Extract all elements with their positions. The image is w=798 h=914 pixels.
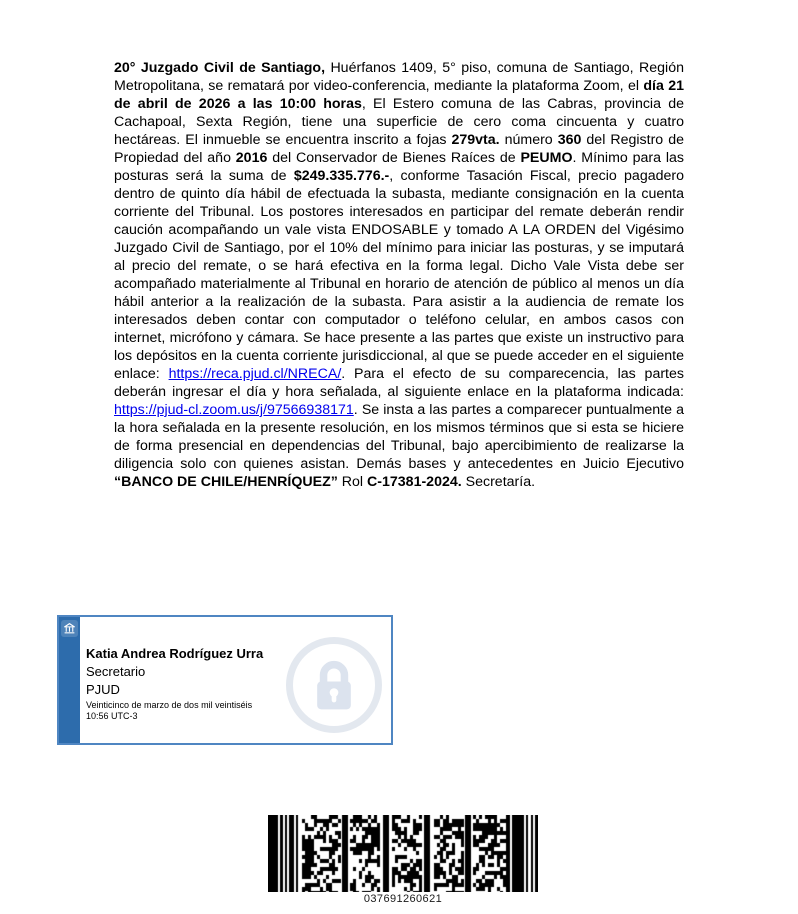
digital-signature-stamp [57,615,393,745]
signature-time: 10:56 UTC-3 [86,711,138,721]
barcode-number: 037691260621 [363,893,443,905]
body-text: . Se insta a las partes a comparecer puntualmente a la hora señalada en la presente resolución, en los mismos términos que si esta se hiciere de forma presencial en dependencias del Tribunal, bajo apercibimiento de realizarse la diligencia solo con quienes asistan. Demás bases y antecedentes en Juicio Ejecutivo [114,402,684,472]
conservador-name: PEUMO [520,150,573,166]
body-text: del Registro de Propiedad del año [114,132,684,166]
resolution-paragraph [114,59,684,491]
body-text: . Para el efecto de su comparecencia, las partes deberán ingresar el día y hora señalada, al siguiente enlace en la plataforma indicada: [114,366,684,400]
registry-year: 2016 [235,150,268,166]
link-reca-pjud[interactable]: https://reca.pjud.cl/NRECA/ [168,366,342,382]
signature-date: Veinticinco de marzo de dos mil veintiséis [86,700,253,710]
registry-number: 360 [557,132,582,148]
signer-role: Secretario [86,664,146,679]
courthouse-icon [61,620,78,637]
auction-datetime: día 21 de abril de 2026 a las 10:00 horas [114,78,684,112]
body-text: , conforme Tasación Fiscal, precio pagadero dentro de quinto día hábil de efectuada la subasta, mediante consignación en la cuenta corriente del Tribunal. Los postores interesados en participar del remate deberán rendir caución acompañando un vale vista ENDOSABLE y tomado A LA ORDEN del Vigésimo Juzgado Civil de Santiago, por el 10% del mínimo para iniciar las posturas, y se imputará al precio del remate, o se hará efectiva en la forma legal. Dicho Vale Vista debe ser acompañado materialmente al Tribunal en horario de atención de público al menos un día hábil anterior a la realización de la subasta. Para asistir a la audiencia de remate los interesados deben contar con computador o teléfono celular, en ambos casos con internet, micrófono y cámara. Se hace presente a las partes que existe un instructivo para los depósitos en la cuenta corriente jurisdiccional, al que se puede acceder en el siguiente enlace: [114,168,684,382]
body-text: número [499,132,558,148]
case-name: “BANCO DE CHILE/HENRÍQUEZ” [114,474,338,490]
signer-org: PJUD [86,682,120,697]
signer-name: Katia Andrea Rodríguez Urra [86,646,264,661]
lock-seal [286,637,382,733]
court-name: 20° Juzgado Civil de Santiago, [114,60,331,76]
body-text: Secretaría. [461,474,536,490]
minimum-amount: $249.335.776.- [293,168,390,184]
body-text: . Mínimo para las posturas será la suma de [114,150,684,184]
signature-accent-bar [59,617,80,743]
body-text: , El Estero comuna de las Cabras, provincia de Cachapoal, Sexta Región, tiene una superficie de cero coma cincuenta y cuatro hectáreas. El inmueble se encuentra inscrito a fojas [114,96,684,148]
lock-icon [305,655,363,715]
link-zoom-meeting[interactable]: https://pjud-cl.zoom.us/j/97566938171 [114,402,354,418]
body-text: del Conservador de Bienes Raíces de [267,150,521,166]
body-text: Huérfanos 1409, 5° piso, comuna de Santiago, Región Metropolitana, se rematará por video-conferencia, mediante la plataforma Zoom, el [114,60,684,94]
barcode [268,815,538,892]
body-text: Rol [337,474,368,490]
case-rol: C-17381-2024. [367,474,462,490]
fojas-ref: 279vta. [451,132,500,148]
